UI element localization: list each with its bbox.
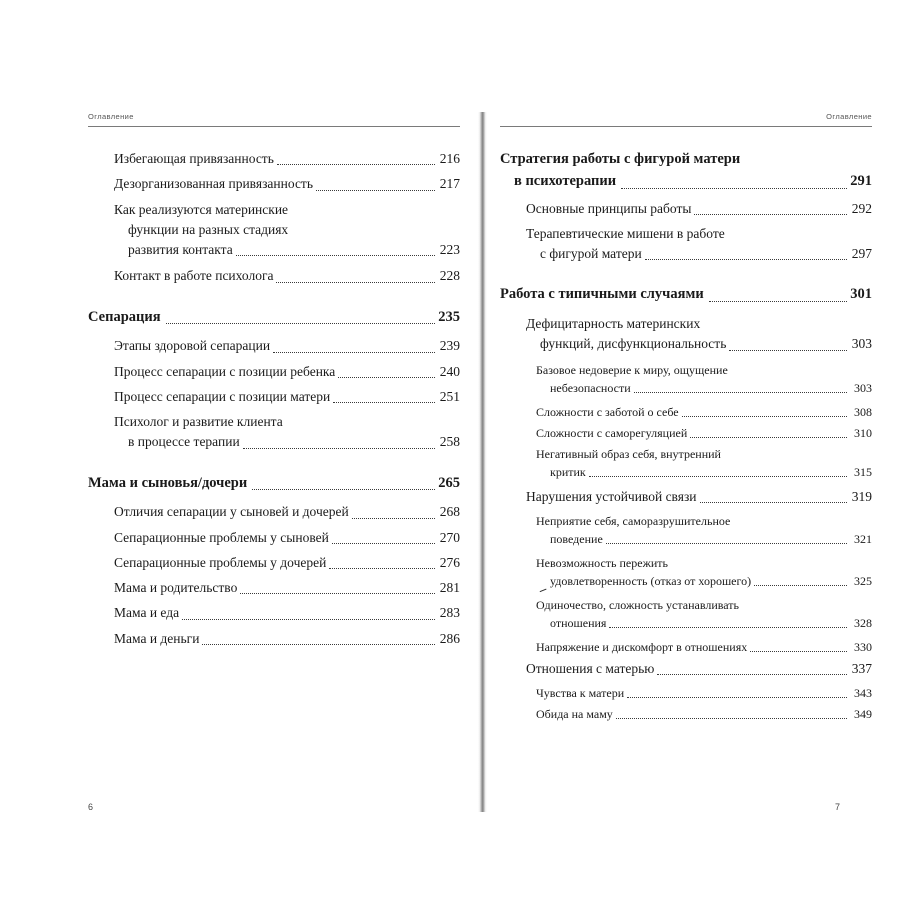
toc-entry[interactable] [536, 361, 872, 397]
toc-entry-page: 325 [854, 573, 872, 588]
toc-entry-page: 265 [438, 474, 460, 491]
toc-entry-page: 301 [850, 286, 872, 303]
toc-leader-dots [694, 213, 847, 215]
toc-leader-dots [645, 258, 847, 260]
toc-entry-page: 240 [439, 363, 460, 379]
toc-entry-label: Сложности с заботой о себе [536, 404, 679, 419]
toc-leader-dots [657, 673, 847, 675]
page-number-left: 6 [88, 802, 94, 812]
toc-entry-label: Мама и сыновья/дочери [88, 474, 248, 491]
toc-entry-page: 303 [851, 336, 872, 352]
toc-entry-label-line: Базовое недоверие к миру, ощущение [536, 362, 728, 377]
toc-entry-page: 283 [439, 605, 460, 621]
toc-entry-label: Сепарация [88, 308, 161, 325]
left-page [88, 112, 460, 792]
running-head-right: Оглавление [500, 112, 872, 127]
toc-entry[interactable] [500, 149, 872, 193]
toc-entry[interactable] [526, 487, 872, 507]
toc-entry-page: 258 [439, 434, 460, 450]
toc-entry-label: Сложности с саморегуляцией [536, 425, 688, 440]
toc-entry-label-line: Негативный образ себя, внутренний [536, 446, 721, 461]
toc-entry[interactable] [526, 224, 872, 265]
toc-leader-dots [690, 436, 847, 438]
toc-entry-page: 216 [439, 151, 460, 166]
toc-leader-dots [277, 163, 435, 165]
toc-entry-label: Дезорганизованная привязанность [114, 176, 313, 192]
toc-entry[interactable] [114, 174, 460, 194]
toc-entry-page: 337 [851, 660, 872, 676]
toc-entry-label: Мама и родительство [114, 580, 238, 595]
toc-entry-label: Напряжение и дискомфорт в отношениях [536, 639, 748, 654]
toc-entry[interactable] [114, 603, 460, 623]
toc-entry-label-line: Невозможность пережить [536, 555, 668, 570]
toc-entry-label-line: поведение [550, 531, 603, 546]
toc-entry-label-line: небезопасности [550, 380, 631, 395]
toc-entry[interactable] [536, 512, 872, 548]
right-page [500, 112, 872, 792]
toc-entry[interactable] [536, 638, 872, 656]
toc-entry-page: 303 [854, 380, 872, 395]
toc-entry-page: 308 [854, 404, 872, 419]
toc-entry-label: Сепарационные проблемы у дочерей [114, 554, 327, 570]
toc-leader-dots [754, 584, 847, 586]
toc-entry-page: 321 [854, 531, 872, 546]
toc-entry-page: 319 [851, 488, 872, 504]
page-gutter-shadow [478, 112, 487, 812]
toc-entry-label: Процесс сепарации с позиции ребенка [114, 363, 336, 379]
toc-entry-label-line: в психотерапии [514, 172, 617, 189]
toc-leader-dots [202, 643, 435, 645]
toc-entry-label-line: критик [550, 464, 586, 479]
toc-leader-dots [352, 517, 435, 519]
toc-leader-dots [634, 391, 847, 393]
toc-entry[interactable] [536, 596, 872, 632]
toc-leader-dots [609, 626, 847, 628]
toc-leader-dots [316, 189, 435, 191]
toc-entry-label-line: Стратегия работы с фигурой матери [500, 151, 741, 167]
toc-entry-page: 281 [439, 580, 460, 595]
toc-entry-label-line: Дефицитарность материнских [526, 316, 701, 331]
toc-leader-dots [243, 447, 435, 449]
toc-entry[interactable] [500, 284, 872, 306]
toc-entry[interactable] [114, 502, 460, 522]
toc-leader-dots [589, 475, 847, 477]
toc-entry[interactable] [536, 424, 872, 442]
toc-entry[interactable] [114, 362, 460, 382]
toc-entry-label-line: с фигурой матери [540, 246, 642, 261]
toc-entry[interactable] [114, 149, 460, 169]
toc-entry[interactable] [536, 705, 872, 723]
toc-entry-label-line: Психолог и развитие клиента [114, 414, 283, 429]
toc-entry-label-line: Терапевтические мишени в работе [526, 225, 725, 241]
toc-entry-label: Контакт в работе психолога [114, 268, 274, 284]
toc-entry-label: Отличия сепарации у сыновей и дочерей [114, 504, 349, 520]
toc-entry[interactable] [114, 266, 460, 286]
toc-leader-dots [621, 187, 847, 189]
toc-entry[interactable] [114, 629, 460, 649]
toc-entry-label-line: развития контакта [128, 242, 233, 257]
toc-entry-page: 328 [854, 615, 872, 630]
toc-entry-label: Основные принципы работы [526, 200, 692, 216]
toc-right [500, 149, 872, 723]
toc-leader-dots [273, 351, 435, 353]
toc-entry[interactable] [114, 528, 460, 548]
toc-leader-dots [329, 567, 435, 569]
toc-entry-page: 217 [439, 176, 460, 192]
toc-entry-page: 310 [854, 425, 872, 440]
toc-entry-label: Сепарационные проблемы у сыновей [114, 529, 329, 545]
toc-entry-label-line: функции на разных стадиях [128, 221, 289, 237]
toc-leader-dots [332, 542, 435, 544]
page-number-right: 7 [834, 802, 840, 812]
toc-entry[interactable] [536, 445, 872, 481]
toc-entry-label-line: удовлетворенность (отказ от хорошего) [550, 573, 752, 588]
toc-leader-dots [606, 542, 847, 544]
toc-leader-dots [729, 349, 847, 351]
toc-entry-page: 292 [851, 200, 872, 216]
toc-entry-label: Отношения с матерью [526, 660, 655, 676]
toc-entry-page: 235 [438, 308, 460, 325]
toc-entry[interactable] [114, 578, 460, 598]
toc-entry-label: Работа с типичными случаями [500, 286, 704, 303]
toc-entry-page: 239 [439, 338, 460, 354]
toc-leader-dots [709, 300, 847, 302]
toc-entry[interactable] [114, 412, 460, 453]
toc-entry-page: 268 [439, 504, 460, 520]
toc-leader-dots [616, 717, 847, 719]
toc-entry[interactable] [114, 553, 460, 573]
toc-entry-page: 349 [854, 707, 872, 721]
toc-entry-label-line: отношения [550, 615, 607, 630]
toc-entry[interactable] [536, 554, 872, 590]
toc-leader-dots [240, 592, 435, 594]
toc-entry[interactable] [88, 307, 460, 329]
toc-entry-page: 270 [439, 529, 460, 545]
toc-entry-page: 297 [851, 246, 872, 261]
toc-entry[interactable] [114, 387, 460, 407]
toc-entry-label: Мама и деньги [114, 630, 200, 646]
toc-left [88, 149, 460, 649]
toc-entry[interactable] [114, 336, 460, 356]
toc-entry-page: 315 [854, 464, 872, 479]
toc-entry-label: Нарушения устойчивой связи [526, 488, 697, 504]
toc-entry-label-line: Как реализуются материнские [114, 201, 289, 217]
toc-entry[interactable] [526, 659, 872, 679]
toc-leader-dots [333, 401, 435, 403]
toc-entry-label: Чувства к матери [536, 686, 625, 700]
toc-leader-dots [276, 281, 435, 283]
toc-entry-label-line: Одиночество, сложность устанавливать [536, 597, 739, 612]
toc-entry-label: Обида на маму [536, 707, 613, 721]
toc-entry-label: Процесс сепарации с позиции матери [114, 388, 331, 404]
toc-entry-label-line: функций, дисфункциональность [540, 336, 727, 352]
toc-entry[interactable] [536, 684, 872, 702]
toc-entry-page: 286 [439, 630, 460, 646]
toc-entry-page: 343 [854, 686, 872, 700]
toc-entry[interactable] [526, 314, 872, 355]
toc-entry[interactable] [526, 199, 872, 219]
toc-leader-dots [182, 618, 435, 620]
running-head-left: Оглавление [88, 112, 460, 127]
toc-leader-dots [236, 254, 435, 256]
toc-entry-label: Мама и еда [114, 605, 180, 621]
toc-entry-page: 228 [439, 268, 460, 284]
toc-entry-page: 276 [439, 554, 460, 570]
toc-entry-page: 330 [854, 639, 872, 654]
toc-entry-page: 291 [850, 172, 872, 189]
toc-leader-dots [682, 415, 847, 417]
toc-leader-dots [338, 376, 435, 378]
toc-entry[interactable] [536, 403, 872, 421]
toc-leader-dots [700, 501, 847, 503]
toc-entry-label: Избегающая привязанность [114, 151, 274, 166]
toc-leader-dots [252, 488, 435, 490]
toc-leader-dots [627, 696, 847, 698]
toc-entry-page: 223 [439, 242, 460, 257]
toc-entry[interactable] [88, 473, 460, 495]
toc-leader-dots [750, 650, 847, 652]
toc-entry-label: Этапы здоровой сепарации [114, 338, 271, 354]
toc-leader-dots [166, 322, 435, 324]
toc-entry-page: 251 [439, 388, 460, 404]
toc-entry[interactable] [114, 200, 460, 261]
toc-entry-label-line: в процессе терапии [128, 434, 240, 450]
toc-entry-label-line: Неприятие себя, саморазрушительное [536, 513, 731, 528]
